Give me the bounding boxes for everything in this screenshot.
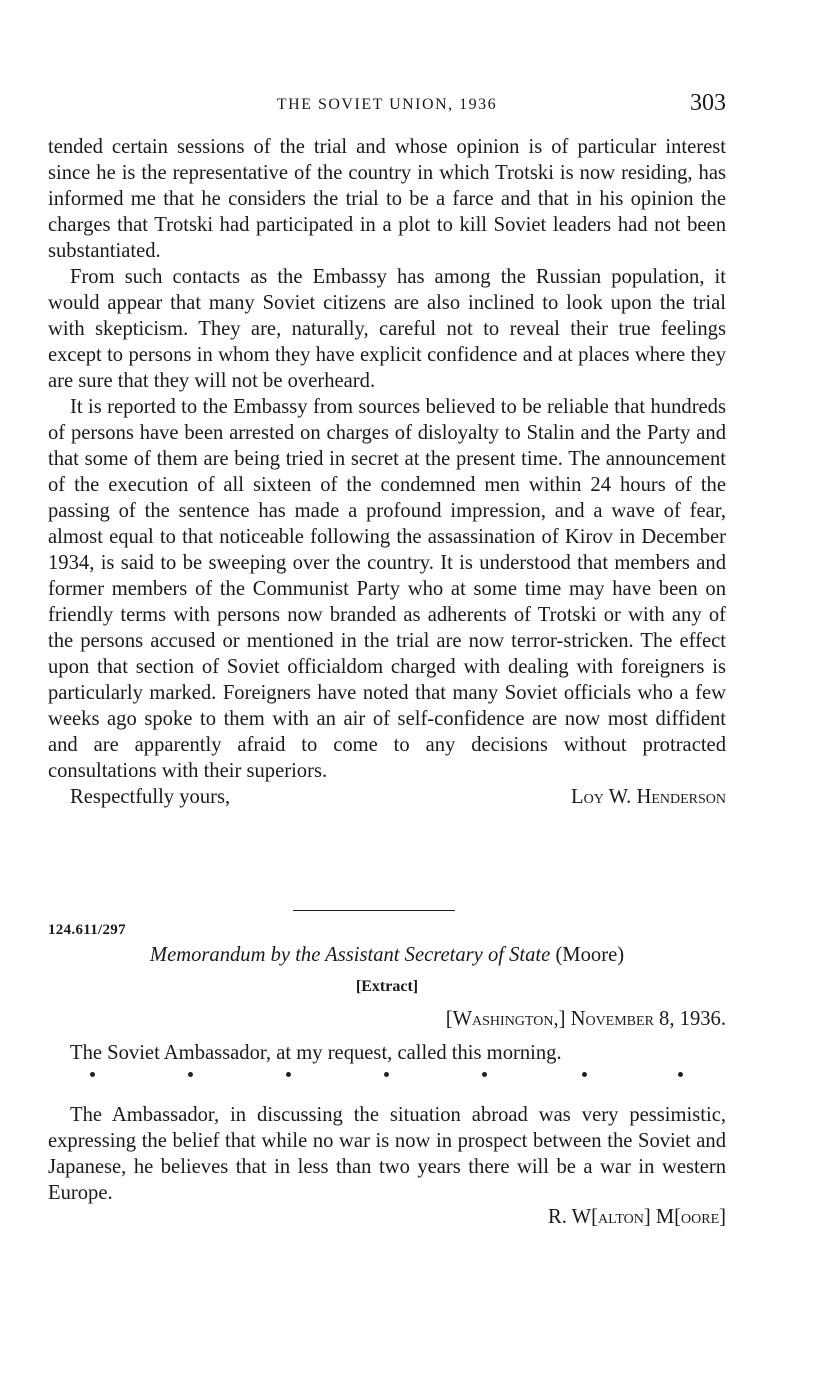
omission-dot (90, 1072, 95, 1077)
memo-signature: R. W[alton] M[oore] (548, 1206, 726, 1228)
letter-paragraph: From such contacts as the Embassy has among the Russian population, it would appear that many Soviet citizens are also inclined to look upon the trial with skepticism. They are, naturally, careful not to reveal their true feelings except to persons in whom they have explicit confidence and at places where they are sure that they will not be overheard. (48, 266, 726, 392)
memo-body (48, 1102, 726, 1206)
memo-opening-paragraph: The Soviet Ambassador, at my request, called this morning. (70, 1042, 562, 1064)
file-number: 124.611/297 (48, 922, 126, 938)
omission-dot (384, 1072, 389, 1077)
omission-dot (582, 1072, 587, 1077)
omission-dot (188, 1072, 193, 1077)
letter-signoff (48, 784, 726, 810)
letter-paragraph: tended certain sessions of the trial and whose opinion is of particular interest since he is the representative of the country in which Trotski is now residing, has informed me that he considers the trial to be a farce and that in his opinion the charges that Trotski had participated in a plot to kill Soviet leaders had not been substantiated. (48, 136, 726, 262)
memo-dateline: [Washington,] November 8, 1936. (445, 1008, 726, 1030)
section-divider (293, 910, 455, 911)
letter-closing: Respectfully yours, (70, 786, 231, 808)
memo-body-paragraph: The Ambassador, in discussing the situation abroad was very pessimistic, expressing the belief that while no war is now in prospect between the Soviet and Japanese, he believes that in less than two years there will be a war in western Europe. (48, 1104, 726, 1204)
omission-dot (286, 1072, 291, 1077)
page-number: 303 (690, 90, 726, 116)
omission-dot (482, 1072, 487, 1077)
letter-paragraph: It is reported to the Embassy from sources believed to be reliable that hundreds of persons have been arrested on charges of disloyalty to Stalin and the Party and that some of them are being tried in secret at the present time. The announcement of the execution of all sixteen of the condemned men within 24 hours of the passing of the sentence has made a profound impression, and a wave of fear, almost equal to that noticeable following the assassination of Kirov in December 1934, is said to be sweeping over the country. It is understood that members and former members of the Communist Party who at some time may have been on friendly terms with persons now branded as adherents of Trotski or with any of the persons accused or mentioned in the trial are now terror-stricken. The effect upon that section of Soviet officialdom charged with dealing with foreigners is particularly marked. Foreigners have noted that many Soviet officials who a few weeks ago spoke to them with an air of self-confidence are now most diffident and are apparently afraid to come to any decisions without protracted consultations with their superiors. (48, 396, 726, 782)
extract-label: [Extract] (355, 978, 419, 995)
omission-dots (90, 1072, 690, 1086)
memo-title-name: (Moore) (555, 944, 625, 966)
omission-dot (678, 1072, 683, 1077)
memo-title-text: Memorandum by the Assistant Secretary of State (149, 944, 551, 966)
letter-signature: Loy W. Henderson (571, 786, 726, 808)
letter-body (48, 134, 726, 810)
memo-opening (48, 1040, 726, 1066)
running-head (48, 92, 726, 118)
memo-title (48, 944, 726, 967)
running-title: THE SOVIET UNION, 1936 (276, 96, 498, 113)
